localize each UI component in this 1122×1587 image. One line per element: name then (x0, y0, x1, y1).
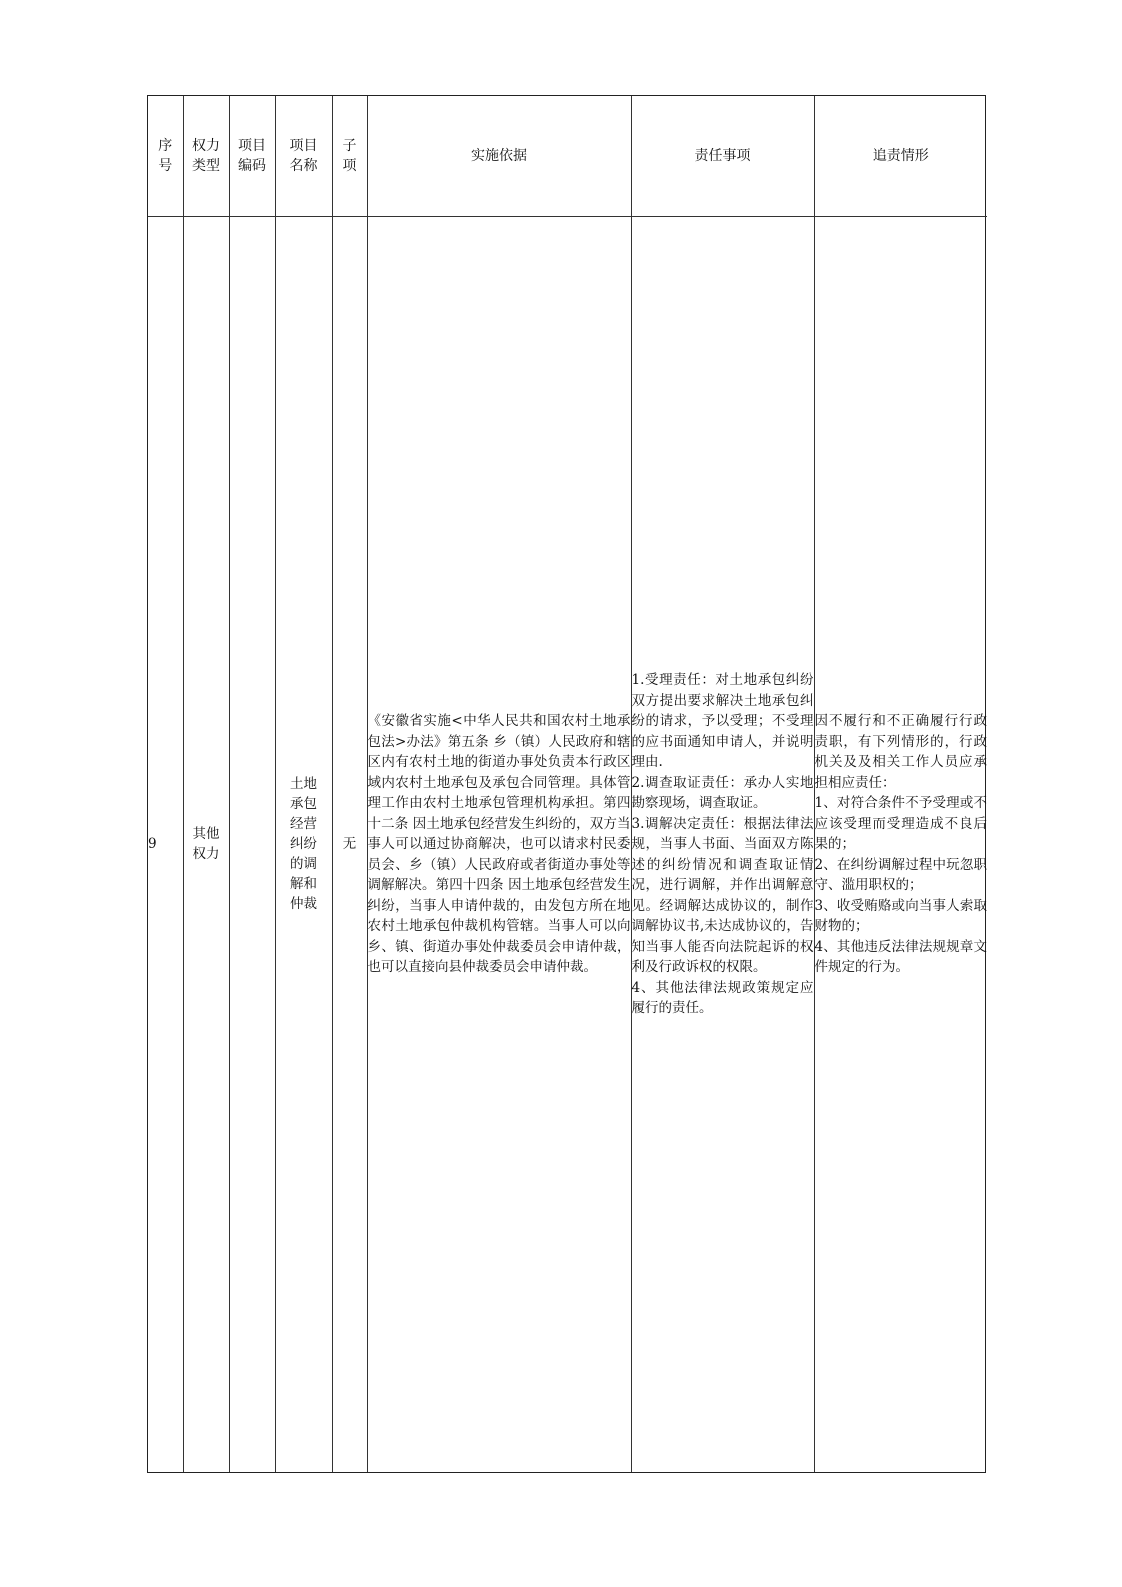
responsibility-item: 3.调解决定责任：根据法律法规，当事人书面、当面双方陈述的纠纷情况和调查取证情况，进行调解，并作出调解意见。经调解达成协议的，制作调解协议书,未达成协议的，告知当事人能否向法院起诉的权利及行政诉权的权限。 (631, 815, 814, 976)
table-header-row (148, 96, 987, 217)
cell-sub-item: 无 (332, 217, 367, 1473)
header-responsibility: 责任事项 (631, 96, 814, 217)
cell-basis: 《安徽省实施<中华人民共和国农村土地承包法>办法》第五条 乡（镇）人民政府和辖区内有农村土地的街道办事处负责本行政区域内农村土地承包及承包合同管理。具体管理工作由农村土地承包管理机构承担。第四十二条 因土地承包经营发生纠纷的，双方当事人可以通过协商解决，也可以请求村民委员会、乡（镇）人民政府或者街道办事处等调解解决。第四十四条 因土地承包经营发生纠纷，当事人申请仲裁的，由发包方所在地农村土地承包仲裁机构管辖。当事人可以向乡、镇、街道办事处仲裁委员会申请仲裁，也可以直接向县仲裁委员会申请仲裁。 (367, 217, 631, 1473)
power-list-table-frame (147, 95, 986, 1473)
header-sub-item: 子项 (332, 96, 367, 217)
header-item-code: 项目编码 (229, 96, 275, 217)
header-item-name: 项目名称 (275, 96, 332, 217)
cell-accountability (814, 217, 987, 1473)
cell-power-type: 其他权力 (183, 217, 229, 1473)
accountability-item: 1、对符合条件不予受理或不应该受理而受理造成不良后果的； (814, 795, 987, 853)
cell-seq: 9 (148, 217, 183, 1473)
accountability-intro: 因不履行和不正确履行行政责职，有下列情形的，行政机关及及相关工作人员应承担相应责任： (814, 713, 987, 791)
accountability-item: 2、在纠纷调解过程中玩忽职守、滥用职权的； (814, 856, 987, 894)
header-power-type: 权力类型 (183, 96, 229, 217)
accountability-item: 4、其他违反法律法规规章文件规定的行为。 (814, 938, 987, 976)
cell-item-name: 土地承包经营纠纷的调解和仲裁 (275, 217, 332, 1473)
header-basis: 实施依据 (367, 96, 631, 217)
header-accountability: 追责情形 (814, 96, 987, 217)
responsibility-item: 1.受理责任：对土地承包纠纷双方提出要求解决土地承包纠纷的请求，予以受理；不受理的应书面通知申请人，并说明理由. (631, 672, 814, 771)
accountability-item: 3、收受贿赂或向当事人索取财物的； (814, 897, 987, 935)
responsibility-item: 4、其他法律法规政策规定应履行的责任。 (631, 979, 814, 1017)
cell-item-code (229, 217, 275, 1473)
table-row (148, 217, 987, 1473)
cell-responsibility (631, 217, 814, 1473)
responsibility-item: 2.调查取证责任：承办人实地勘察现场，调查取证。 (631, 774, 814, 812)
header-seq: 序号 (148, 96, 183, 217)
power-list-table (148, 96, 987, 1472)
